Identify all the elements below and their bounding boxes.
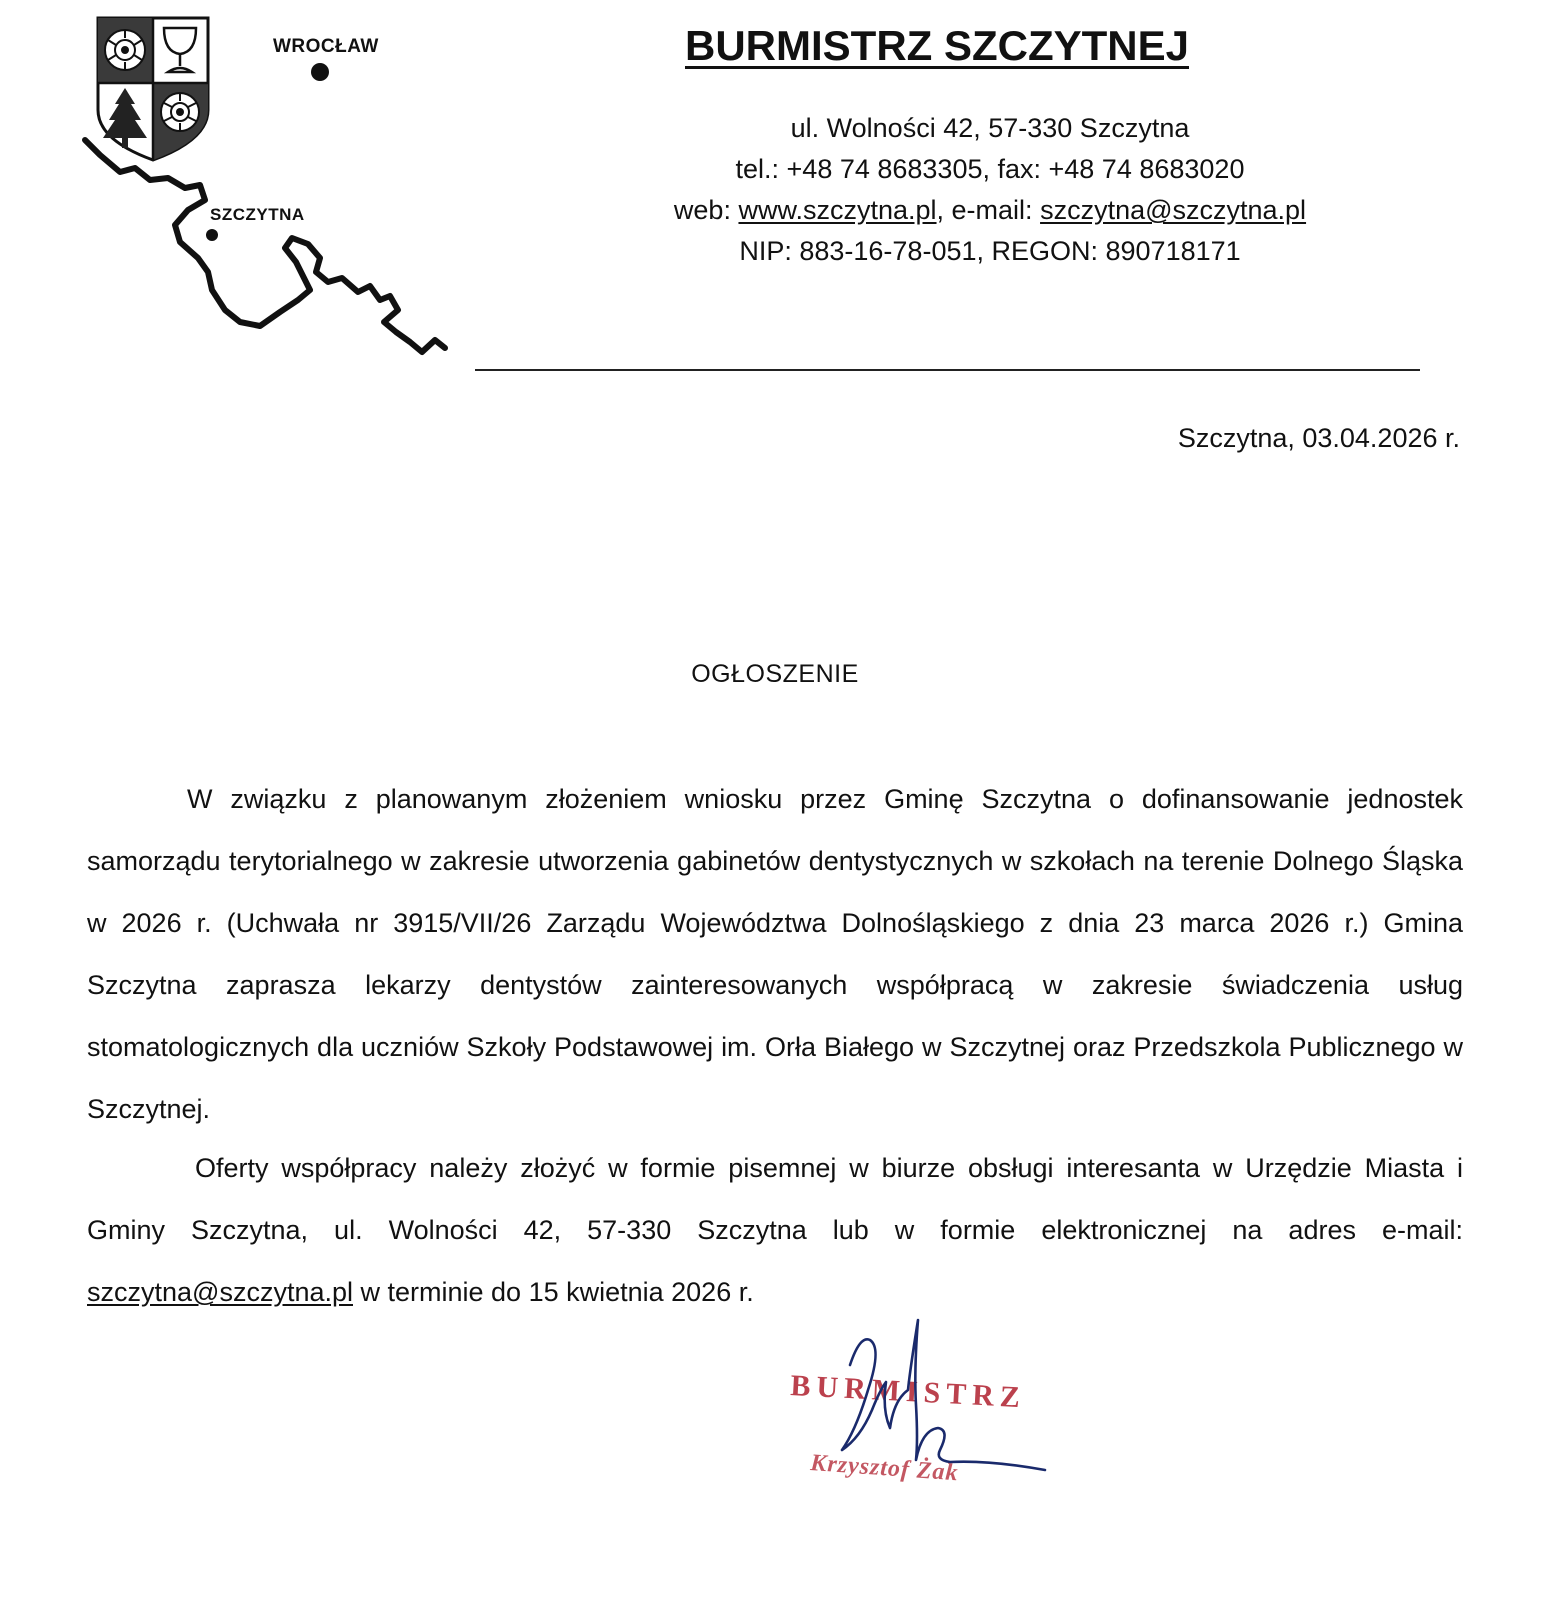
stamp-title: BURMISTRZ bbox=[790, 1369, 1027, 1415]
coat-of-arms-icon bbox=[98, 18, 208, 160]
paragraph-1-text: W związku z planowanym złożeniem wniosku przez Gminę Szczytna o dofinansowanie jednostek samorządu terytorialnego w zakresie utworzenia gabinetów dentystycznych w szkołach na terenie Dolnego Śląska w 2026 r. (Uchwała nr 3915/VII/26 Zarządu Województwa Dolnośląskiego z dnia 23 marca 2026 r.) Gmina Szczytna zaprasza lekarzy dentystów zainteresowanych współpracą w zakresie świadczenia usług stomatologicznych dla uczniów Szkoły Podstawowej im. Orła Białego w Szczytnej oraz Przedszkola Publicznego w Szczytnej. bbox=[87, 784, 1463, 1124]
border-line-icon bbox=[85, 140, 445, 352]
document-heading: OGŁOSZENIE bbox=[691, 660, 859, 688]
map-label-town: SZCZYTNA bbox=[210, 205, 305, 224]
document-date: Szczytna, 03.04.2026 r. bbox=[1177, 423, 1460, 453]
stamp-and-signature bbox=[790, 1310, 1090, 1550]
header-divider bbox=[475, 369, 1420, 371]
contact-ids: NIP: 883-16-78-051, REGON: 890718171 bbox=[739, 236, 1241, 266]
web-link[interactable]: www.szczytna.pl bbox=[738, 195, 937, 225]
stamp-name: Krzysztof Żak bbox=[809, 1450, 960, 1487]
email-label: , e-mail: bbox=[936, 195, 1041, 225]
contact-web-line bbox=[520, 189, 1460, 231]
contact-address: ul. Wolności 42, 57-330 Szczytna bbox=[790, 113, 1190, 143]
body-paragraph-1 bbox=[87, 768, 1463, 1140]
city-dot-icon bbox=[311, 63, 329, 81]
paragraph-2-tail: w terminie do 15 kwietnia 2026 r. bbox=[353, 1277, 754, 1307]
contact-phone: tel.: +48 74 8683305, fax: +48 74 8683020 bbox=[735, 154, 1245, 184]
org-title: BURMISTRZ SZCZYTNEJ bbox=[685, 22, 1189, 69]
email-link[interactable]: szczytna@szczytna.pl bbox=[1040, 195, 1307, 225]
paragraph-2-email-link[interactable]: szczytna@szczytna.pl bbox=[87, 1277, 353, 1307]
body-paragraph-2 bbox=[87, 1137, 1463, 1323]
paragraph-2-text: Oferty współpracy należy złożyć w formie pisemnej w biurze obsługi interesanta w Urzędzie Miasta i Gminy Szczytna, ul. Wolności 42, 57-330 Szczytna lub w formie elektronicznej na adres e-mail: bbox=[87, 1153, 1463, 1245]
web-label: web: bbox=[673, 195, 739, 225]
town-dot-icon bbox=[206, 229, 218, 241]
map-label-city: WROCŁAW bbox=[273, 36, 379, 57]
logo-map bbox=[80, 10, 470, 375]
